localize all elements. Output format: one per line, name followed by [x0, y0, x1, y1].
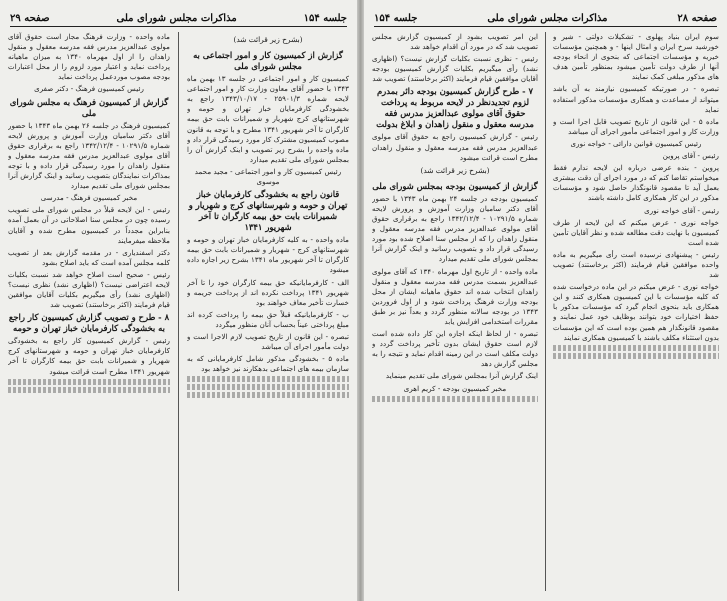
paragraph: ماده واحده - به کلیه کارفرمایان خباز تهران و حومه و شهرستانهای کرج - شهریار و شمیرانات بابت حق بیمه کارگران تا آخر شهریور ماه ۱۳۴۱ بشرح زیر اجازه داده میشود	[187, 235, 349, 275]
signature: مخبر کمیسیون بودجه - کریم اهری	[403, 383, 507, 393]
illegible-text	[187, 376, 349, 382]
book-gutter	[357, 0, 364, 601]
paragraph: کمیسیون بودجه در جلسه ۲۴ بهمن ماه ۱۳۴۳ با حضور آقای دکتر سامیان وزارت آموزش و پرورش لایحه شماره ۱۰۲۹۱/۵ - ۱۳۴۲/۱۲/۴ راجع به برقراری حقوق آقای مولوی عبدالعزیز مدرس فقه مدرسه معقول و منقول زاهدان را که از مجلس سنا اصلاح شده بود مورد رسیدگی قرار داد و بتصویب رسانید و اینک گزارش آنرا بمجلس شورای ملی تقدیم میدارد	[372, 193, 538, 264]
illegible-text	[187, 392, 349, 398]
paragraph: رئیس - گزارش کمیسیون راجع به حقوق آقای مولوی عبدالعزیز مدرس فقه مدرسه معقول و منقول زاهدان مطرح است قرائت میشود	[372, 132, 538, 162]
signature: رئیس کمیسیون قوانین دارائی - خواجه نوری	[570, 138, 702, 148]
illegible-text	[553, 345, 719, 351]
left-page	[0, 0, 357, 601]
paragraph: رئیس - این لایحه قبلاً در مجلس شورای ملی تصویب رسیده چون در مجلس سنا اصلاحاتی در آن بعمل آمده بنابراین مجدداً در کمیسیون مطرح شده و آقایان ملاحظه میفرمایند	[8, 205, 170, 245]
section-heading: ۷ - طرح گزارش کمیسیون بودجه دائر بمدرم لزوم تجدیدنظر در لایحه مربوط به پرداخت حقوق آقای مولوی عبدالعزیز مدرس فقه مدرسه معقول و منقول زاهدان و ابلاغ بدولت	[376, 86, 534, 130]
report-heading: گزارش از کمیسیون بودجه بمجلس شورای ملی	[372, 180, 538, 191]
left-session-number: جلسه ۱۵۴	[303, 12, 347, 24]
left-page-left-column	[8, 32, 170, 593]
read-note: (بشرح زیر قرائت شد)	[233, 35, 303, 44]
paragraph: ب - کارفرمایانیکه قبلاً حق بیمه را پرداخت کرده اند مبلغ پرداختی عیناً بحساب آنان منظور میگردد	[187, 309, 349, 329]
paragraph: تبصره - این قانون از تاریخ تصویب لازم الاجرا است و دولت مأمور اجرای آن میباشد	[187, 331, 349, 352]
right-page-number: صفحه ۲۸	[677, 12, 717, 24]
read-note: (بشرح زیر قرائت شد)	[420, 165, 490, 175]
right-page-header	[374, 10, 717, 27]
paragraph: رئیس - آقای پروین	[662, 151, 719, 161]
right-page	[364, 0, 727, 601]
section-heading: ۸ - طرح و تصویب گزارش کمیسیون کار راجع به بخشودگی کارفرمایان خباز تهران و حومه	[8, 312, 170, 334]
paragraph: این امر تصویب بشود از کمیسیون گزارش مجلس تصویب شد که در مورد آن اقدام خواهد شد	[372, 32, 538, 52]
paragraph: دکتر اسفندیاری - در مقدمه گزارش بعد از تصویب کلمه مجلس آمده است که باید اصلاح بشود	[8, 247, 170, 267]
paragraph: رئیس - پیشنهادی نرسیده است رأی میگیریم به ماده واحده موافقین قیام فرمایند (اکثر برخاستند) تصویب شد	[553, 249, 719, 280]
right-page-left-column	[372, 32, 538, 593]
paragraph: سوم ایران بنیاد پهلوی - تشکیلات دولتی - شیر و خورشید سرخ ایران و امثال اینها - و همچنین مؤسسات خیریه و مؤسسات اجتماعی که بنحوی از انحاء بودجه آنها از طرف دولت تأمین میشود بمنظور تأمین هدف های مذکور مبلغی کمک نمایند	[553, 32, 719, 82]
signature: رئیس کمیسیون کار و امور اجتماعی - مجید محمد موسوی	[194, 166, 342, 187]
left-page-number: صفحه ۲۹	[10, 12, 50, 24]
paragraph: تبصره - در صورتیکه کمیسیون نیازمند به آن باشد میتواند از مساعدت و همکاری مؤسسات مذکور استفاده نماید	[553, 84, 719, 114]
signature: رئیس کمیسیون فرهنگ - دکتر صفری	[34, 84, 144, 94]
report-heading: گزارش از کمیسیون کار و امور اجتماعی به مجلس شورای ملی	[193, 50, 343, 72]
paragraph: اینک گزارش آنرا بمجلس شورای ملی تقدیم مینماید	[385, 371, 538, 381]
column-divider	[545, 32, 546, 591]
paragraph: رئیس - صحیح است اصلاح خواهد شد نسبت بکلیات لایحه اعتراضی نیست؟ (اظهاری نشد) نظری نیست؟ (اظهاری نشد) رأی میگیریم بکلیات آقایان موافقین قیام فرمایند (اکثر برخاستند) تصویب شد	[8, 269, 170, 310]
paragraph: تبصره - از لحاظ اینکه اجازه این کار داده شده است لازم است حقوق ایشان بدون تأخیر پرداخت گردد و دولت مکلف است در این زمینه اقدام نماید و نتیجه را به مجلس گزارش دهد	[372, 329, 538, 369]
illegible-text	[372, 396, 538, 402]
paragraph: رئیس - گزارش کمیسیون کار راجع به بخشودگی کارفرمایان خباز تهران و حومه و شهرستانهای کرج شهریار و شمیرانات بابت حق بیمه کارگران تا آخر شهریور ۱۳۴۱ مطرح است قرائت میشود	[8, 336, 170, 376]
right-session-number: جلسه ۱۵۴	[374, 12, 418, 24]
signature: مخبر کمیسیون فرهنگ - مدرسی	[40, 193, 138, 203]
paragraph: خواجه نوری - عرض میکنم در این ماده درخواست شده که کلیه مؤسسات با این کمیسیون همکاری کنند و این همکاری باید بنحوی انجام گیرد که مؤسسات مذکور با حفظ اختیارات خود بتوانند بوظایف خود عمل نمایند و مقصود قانونگذار هم همین بوده است که این مؤسسات بدون استثناء مکلف باشند با کمیسیون همکاری نمایند	[553, 282, 719, 342]
paragraph: پروین - بنده عرضی درباره این لایحه ندارم فقط میخواستم تقاضا کنم که در مورد اجرای آن دقت بیشتری بعمل آید تا مقصود قانونگذار حاصل شود و مؤسسات مذکور در این کار همکاری کامل داشته باشند	[553, 163, 719, 203]
right-page-right-column	[553, 32, 719, 593]
paragraph: رئیس - نظری نسبت بکلیات گزارش نیست؟ (اظهاری نشد) رأی میگیریم بکلیات گزارش کمیسیون بودجه آقایان موافقین قیام فرمایند (اکثر برخاستند) تصویب شد	[372, 54, 538, 84]
report-heading: گزارش از کمیسیون فرهنگ به مجلس شورای ملی	[9, 96, 169, 118]
illegible-text	[553, 353, 719, 359]
column-divider	[178, 32, 179, 591]
paragraph: کمیسیون فرهنگ در جلسه ۲۶ بهمن ماه ۱۳۴۳ با حضور آقای دکتر سامیان وزارت آموزش و پرورش لایحه شماره ۱۰۲۹۱/۵ - ۱۳۴۲/۱۲/۴ راجع به برقراری حقوق آقای مولوی عبدالعزیز مدرس فقه مدرسه معقول و منقول زاهدان را مورد رسیدگی قرار داده و با توجه بمذاکرات نمایندگان بتصویب رسانید و اینک گزارش آنرا بمجلس شورای ملی تقدیم میدارد	[8, 120, 170, 191]
illegible-text	[187, 384, 349, 390]
paragraph: ماده ۵ - این قانون از تاریخ تصویب قابل اجرا است و وزارت کار و امور اجتماعی مأمور اجرای آن میباشد	[553, 116, 719, 136]
paragraph: ماده واحده - از تاریخ اول مهرماه ۱۳۴۰ که آقای مولوی عبدالعزیز بسمت مدرس فقه مدرسه معقول و منقول زاهدان انتخاب شده اند حقوق ماهیانه ایشان از محل بودجه وزارت فرهنگ پرداخت شود و از اول فروردین ۱۳۴۳ در بودجه سالانه منظور گردد و بعداً نیز بر طبق مقررات استخدامی افزایش یابد	[372, 266, 538, 326]
illegible-text	[8, 387, 170, 393]
paragraph: رئیس - آقای خواجه نوری	[644, 205, 719, 215]
paragraph: الف - کارفرمایانیکه حق بیمه کارگران خود را تا آخر شهریور ۱۳۴۱ پرداخت نکرده اند از پرداخت جریمه و خسارت تأخیر معاف خواهند بود	[187, 277, 349, 307]
left-page-right-column	[187, 32, 349, 593]
paragraph: ماده ۵ - بخشودگی مذکور شامل کارفرمایانی که به سازمان بیمه های اجتماعی بدهکارند نیز خواهد بود	[187, 354, 349, 374]
paragraph: ماده واحده - وزارت فرهنگ مجاز است حقوق آقای مولوی عبدالعزیز مدرس فقه مدرسه معقول و منقول زاهدان را از اول مهرماه ۱۳۴۰ به میزان ماهیانه پرداخت نماید و اعتبار مورد لزوم را از محل اعتبارات بودجه مصوب موردعمل پرداخت نماید	[8, 32, 170, 82]
paragraph: خواجه نوری - عرض میکنم که این لایحه از طرف کمیسیون با نهایت دقت مطالعه شده و نظر آقایان تأمین شده است	[553, 217, 719, 247]
right-header-title: مذاکرات مجلس شورای ملی	[487, 12, 608, 24]
left-header-title: مذاکرات مجلس شورای ملی	[116, 12, 237, 24]
illegible-text	[8, 379, 170, 385]
law-title: قانون راجع به بخشودگی کارفرمایان خباز تهران و حومه و شهرستانهای کرج و شهریار و شمیرانات بابت حق بیمه کارگران تا آخر شهریور ۱۳۴۱	[188, 189, 348, 233]
left-page-header	[10, 10, 347, 27]
paragraph: کمیسیون کار و امور اجتماعی در جلسه ۱۳ بهمن ماه ۱۳۴۳ با حضور آقای معاون وزارت کار و امور اجتماعی لایحه شماره ۲۵۹۰۱/۳ - ۱۳۴۳/۱۰/۱۷ راجع به بخشودگی کارفرمایان خباز تهران و حومه و شهرستانهای کرج شهریار و شمیرانات بابت حق بیمه کارگران تا آخر شهریور ۱۳۴۱ مطرح و با توجه به قانون مصوب کمیسیون مشترک کار مورد رسیدگی قرار داد و ماده واحده را بشرح زیر تصویب و اینک گزارش آن را بمجلس شورای ملی تقدیم میدارد	[187, 74, 349, 164]
